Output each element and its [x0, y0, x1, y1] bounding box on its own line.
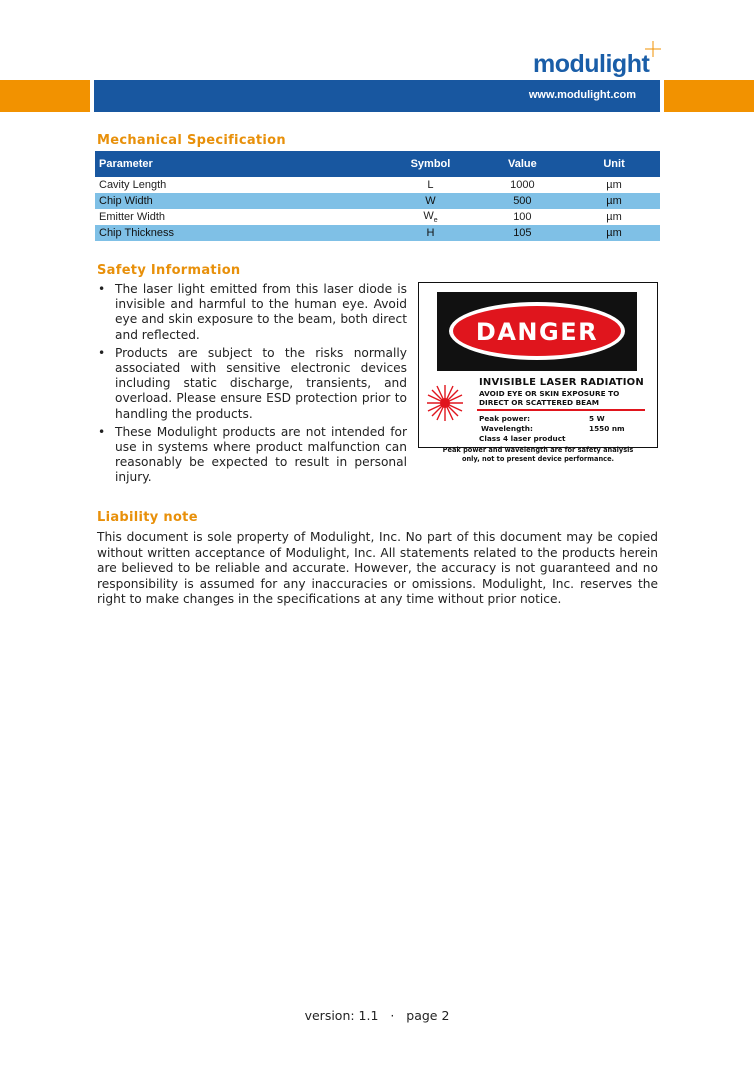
table-row [95, 209, 660, 225]
sign-subtitle [479, 389, 649, 407]
modulight-logo: modulight [533, 50, 650, 78]
column-header: Parameter [95, 151, 384, 177]
danger-oval [449, 302, 625, 360]
list-item: • The laser light emitted from this laser diode is invisible and harmful to the human eye. Avoid eye and skin exposure to the beam, both direct and reflected. [97, 282, 407, 343]
parameter-cell: Cavity Length [99, 179, 167, 191]
wavelength-label: Wavelength: [481, 424, 533, 433]
unit-cell: µm [568, 193, 660, 209]
value-cell: 105 [477, 225, 568, 241]
sparkle-icon [644, 40, 662, 58]
laser-starburst-icon [425, 383, 465, 423]
danger-sign-header [437, 292, 637, 371]
header-band-right [664, 80, 754, 112]
list-item: • Products are subject to the risks normally associated with sensitive electronic devices including static discharge, transients, and overload. Please ensure ESD protection prior to handling the products. [97, 346, 407, 422]
list-item: • These Modulight products are not intended for use in systems where product malfunction can reasonably be expected to result in personal injury. [97, 425, 407, 486]
parameter-cell: Emitter Width [99, 211, 166, 223]
sign-note-line: only, not to present device performance. [461, 455, 615, 463]
safety-list [97, 282, 407, 489]
column-header: Unit [568, 151, 660, 177]
value-cell: 1000 [510, 179, 535, 191]
symbol-cell: L [427, 179, 434, 191]
symbol-subscript: e [433, 217, 438, 225]
mechanical-spec-table [95, 151, 660, 241]
symbol-cell [384, 209, 476, 225]
sign-subtitle-line: DIRECT OR SCATTERED BEAM [479, 398, 600, 407]
parameter-cell: Chip Thickness [95, 225, 384, 241]
sign-note [418, 446, 658, 464]
symbol-cell: W [384, 193, 476, 209]
liability-text: This document is sole property of Modulight, Inc. No part of this document may be copied without written acceptance of Modulight, Inc. All statements related to the products herein are believed to be reliable and accurate. However, the accuracy is not guaranteed and no responsibility is assumed for any inaccuracies or omissions. Modulight, Inc. reserves the right to make changes in the specifications at any time without prior notice. [97, 530, 658, 606]
page-footer: version: 1.1 · page 2 [304, 1008, 450, 1023]
peak-power-value: 5 W [589, 414, 605, 423]
sign-subtitle-line: AVOID EYE OR SKIN EXPOSURE TO [479, 389, 620, 398]
value-cell: 100 [513, 211, 532, 223]
column-header: Value [477, 151, 568, 177]
table-header-row [95, 151, 660, 177]
website-link[interactable]: www.modulight.com [528, 89, 636, 101]
liability-heading: Liability note [97, 510, 198, 525]
danger-oval-red [453, 306, 621, 356]
unit-cell: µm [606, 179, 622, 191]
unit-cell: µm [568, 225, 660, 241]
sign-title: INVISIBLE LASER RADIATION [479, 377, 644, 388]
wavelength-value: 1550 nm [589, 424, 625, 433]
value-cell: 500 [477, 193, 568, 209]
parameter-cell: Chip Width [95, 193, 384, 209]
laser-class: Class 4 laser product [479, 434, 566, 443]
danger-text: DANGER [475, 318, 599, 346]
table-row [95, 177, 660, 193]
symbol-cell: H [384, 225, 476, 241]
table-row [95, 193, 660, 209]
header-band-left [0, 80, 90, 112]
safety-heading: Safety Information [97, 263, 241, 278]
sign-note-line: Peak power and wavelength are for safety analysis [442, 446, 634, 454]
sign-divider [477, 409, 645, 411]
mechanical-heading: Mechanical Specification [97, 133, 286, 148]
table-row [95, 225, 660, 241]
symbol-main: W [423, 209, 434, 222]
column-header: Symbol [384, 151, 476, 177]
unit-cell: µm [606, 211, 622, 223]
peak-power-label: Peak power: [479, 414, 531, 423]
danger-sign [418, 282, 658, 448]
